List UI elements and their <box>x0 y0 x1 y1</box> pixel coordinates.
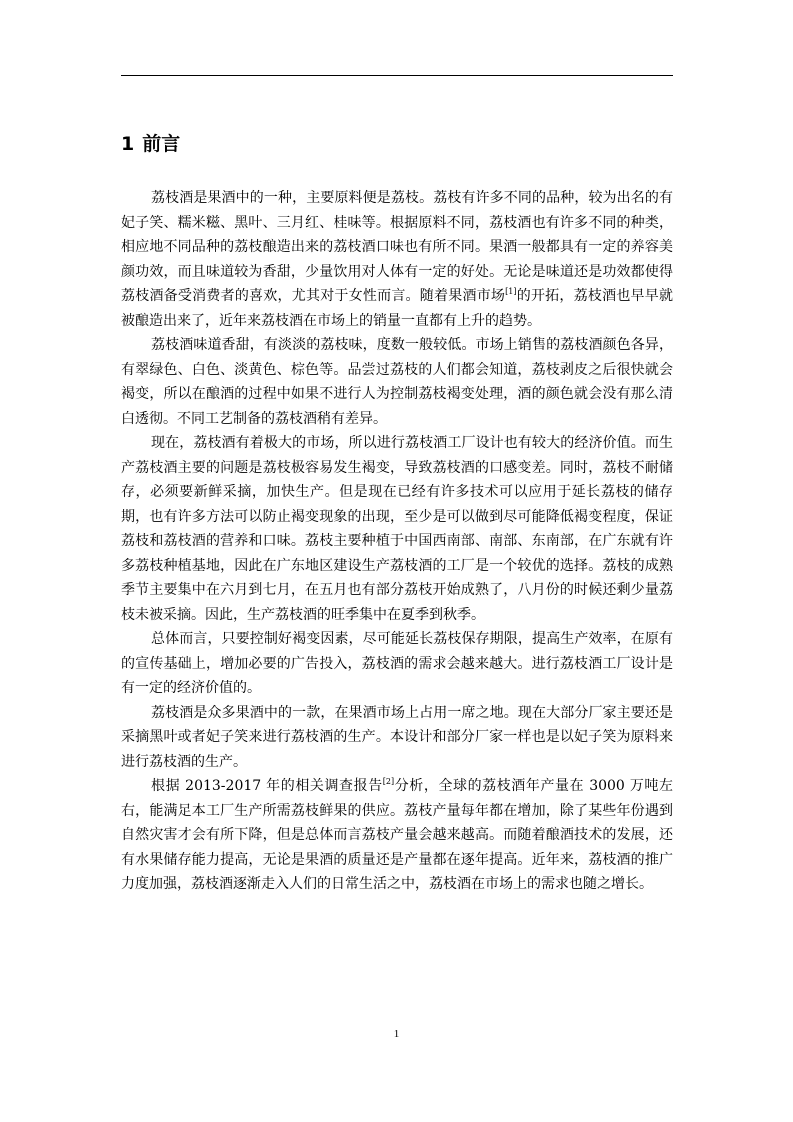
paragraph <box>121 186 673 333</box>
paragraph <box>121 701 673 775</box>
paragraph <box>121 431 673 627</box>
paragraph-text: 的开拓，荔枝酒也早早就被酿造出来了，近年来荔枝酒在市场上的销量一直都有上升的趋势。 <box>121 288 674 329</box>
paragraph <box>121 774 673 897</box>
section-title: 前言 <box>142 133 181 155</box>
paragraph-text: 现在，荔枝酒有着极大的市场，所以进行荔枝酒工厂设计也有较大的经济价值。而生产荔枝酒主要的问题是荔枝极容易发生褐变，导致荔枝酒的口感变差。同时，荔枝不耐储存，必须要新鲜采摘，加快生产。但是现在已经有许多技术可以应用于延长荔枝的储存期，也有许多方法可以防止褐变现象的出现，至少是可以做到尽可能降低褐变程度，保证荔枝和荔枝酒的营养和口味。荔枝主要种植于中国西南部、南部、东南部，在广东就有许多荔枝种植基地，因此在广东地区建设生产荔枝酒的工厂是一个较优的选择。荔枝的成熟季节主要集中在六月到七月，在五月也有部分荔枝开始成熟了，八月份的时候还剩少量荔枝未被采摘。因此，生产荔枝酒的旺季集中在夏季到秋季。 <box>121 435 673 623</box>
section-heading <box>121 131 180 157</box>
paragraph-text: 荔枝酒是众多果酒中的一款，在果酒市场上占用一席之地。现在大部分厂家主要还是采摘黑叶或者妃子笑来进行荔枝酒的生产。本设计和部分厂家一样也是以妃子笑为原料来进行荔枝酒的生产。 <box>121 704 673 770</box>
paragraph <box>121 627 673 701</box>
page-number: 1 <box>393 1028 400 1040</box>
paragraph-text: 荔枝酒是果酒中的一种，主要原料便是荔枝。荔枝有许多不同的品种，较为出名的有妃子笑、糯米糍、黑叶、三月红、桂味等。根据原料不同，荔枝酒也有许多不同的种类，相应地不同品种的荔枝酿造出来的荔枝酒口味也有所不同。果酒一般都具有一定的养容美颜功效，而且味道较为香甜，少量饮用对人体有一定的好处。无论是味道还是功效都使得荔枝酒备受消费者的喜欢，尤其对于女性而言。随着果酒市场 <box>121 190 673 304</box>
citation-ref[interactable]: [2] <box>382 777 395 786</box>
paragraph-text: 荔枝酒味道香甜，有淡淡的荔枝味，度数一般较低。市场上销售的荔枝酒颜色各异，有翠绿色、白色、淡黄色、棕色等。品尝过荔枝的人们都会知道，荔枝剥皮之后很快就会褐变，所以在酿酒的过程中如果不进行人为控制荔枝褐变处理，酒的颜色就会没有那么清白透彻。不同工艺制备的荔枝酒稍有差异。 <box>121 337 673 427</box>
section-number: 1 <box>121 133 135 155</box>
paragraph-text: 总体而言，只要控制好褐变因素，尽可能延长荔枝保存期限，提高生产效率，在原有的宣传基础上，增加必要的广告投入，荔枝酒的需求会越来越大。进行荔枝酒工厂设计是有一定的经济价值的。 <box>121 631 673 696</box>
citation-ref[interactable]: [1] <box>505 287 517 296</box>
body-text <box>121 186 673 897</box>
header-rule <box>121 75 673 76</box>
paragraph <box>121 333 673 431</box>
paragraph-text: 分析，全球的荔枝酒年产量在 3000 万吨左右，能满足本工厂生产所需荔枝鲜果的供应。荔枝产量每年都在增加，除了某些年份遇到自然灾害才会有所下降，但是总体而言荔枝产量会越来越高。而随着酿酒技术的发展，还有水果储存能力提高，无论是果酒的质量还是产量都在逐年提高。近年来，荔枝酒的推广力度加强，荔枝酒逐渐走入人们的日常生活之中，荔枝酒在市场上的需求也随之增长。 <box>121 778 674 892</box>
paragraph-text: 根据 2013-2017 年的相关调查报告 <box>151 778 383 794</box>
